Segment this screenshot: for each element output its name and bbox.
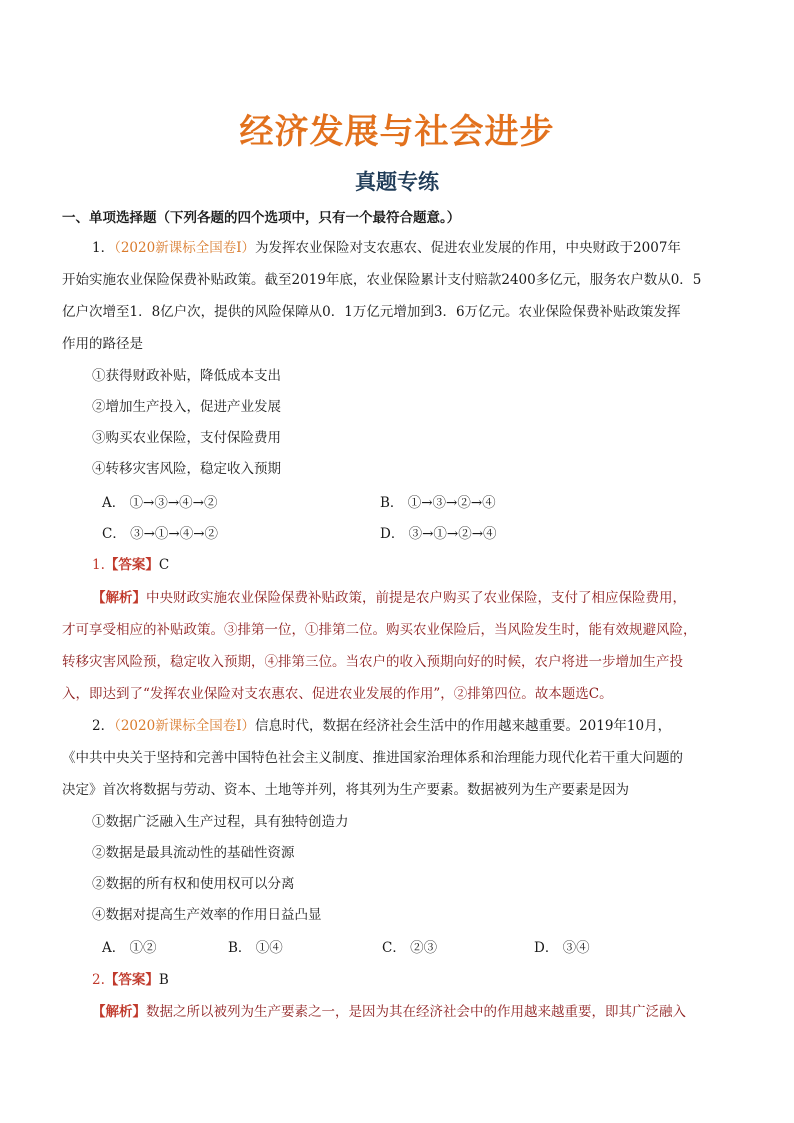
question-1-line-4: 作用的路径是 <box>62 336 143 352</box>
q1-option-a: A． ①→③→④→② <box>102 495 218 511</box>
question-2-line-3: 决定》首次将数据与劳动、资本、土地等并列，将其列为生产要素。数据被列为生产要素是因为 <box>62 782 629 798</box>
document-subtitle: 真题专练 <box>355 170 439 194</box>
question-1-line-3: 亿户次增至1．8亿户次，提供的风险保障从0．1万亿元增加到3．6万亿元。农业保险保费补贴政策发挥 <box>62 304 681 320</box>
q2-item-2: ②数据是最具流动性的基础性资源 <box>92 845 295 861</box>
question-stem: 为发挥农业保险对支农惠农、促进农业发展的作用，中央财政于2007年 <box>255 240 681 256</box>
q2-option-b: B． ①④ <box>228 940 283 956</box>
question-number: 1． <box>92 240 115 256</box>
q1-analysis-line-3: 转移灾害风险预，稳定收入预期，④排第三位。当农户的收入预期向好的时候，农户将进一步增加生产投 <box>62 654 683 670</box>
q1-option-b: B． ①→③→②→④ <box>380 495 496 511</box>
q1-item-4: ④转移灾害风险，稳定收入预期 <box>92 461 281 477</box>
q1-answer <box>92 555 169 575</box>
q2-option-d: D． ③④ <box>534 940 590 956</box>
q2-option-a: A． ①② <box>102 940 157 956</box>
document-title: 经济发展与社会进步 <box>239 112 555 152</box>
q1-analysis-line-1 <box>92 588 686 608</box>
answer-tag: 【答案】 <box>104 557 159 573</box>
analysis-tag: 【解析】 <box>92 1004 146 1020</box>
q1-item-3: ③购买农业保险，支付保险费用 <box>92 430 281 446</box>
answer-value: C <box>158 557 170 573</box>
answer-number: 2. <box>92 972 105 988</box>
analysis-text: 中央财政实施农业保险保费补贴政策，前提是农户购买了农业保险，支付了相应保险费用， <box>146 590 686 606</box>
q2-item-1: ①数据广泛融入生产过程，具有独特创造力 <box>92 814 349 830</box>
q1-item-2: ②增加生产投入，促进产业发展 <box>92 399 281 415</box>
q1-option-d: D． ③→①→②→④ <box>380 526 497 542</box>
answer-value: B <box>158 972 169 988</box>
answer-tag: 【答案】 <box>104 972 159 988</box>
question-1-line-1 <box>92 238 681 258</box>
question-source: （2020新课标全国卷Ⅰ） <box>114 718 256 734</box>
analysis-text: 数据之所以被列为生产要素之一，是因为其在经济社会中的作用越来越重要，即其广泛融入 <box>146 1004 686 1020</box>
q1-analysis-line-4: 入，即达到了“发挥农业保险对支农惠农、促进农业发展的作用”，②排第四位。故本题选C。 <box>62 686 613 702</box>
question-source: （2020新课标全国卷Ⅰ） <box>114 240 256 256</box>
question-1-line-2: 开始实施农业保险保费补贴政策。截至2019年底，农业保险累计支付赔款2400多亿元，服务农户数从0．5 <box>62 272 702 288</box>
section-heading: 一、单项选择题（下列各题的四个选项中，只有一个最符合题意。） <box>62 210 461 226</box>
answer-number: 1. <box>92 557 105 573</box>
q1-analysis-line-2: 才可享受相应的补贴政策。③排第一位，①排第二位。购买农业保险后，当风险发生时，能有效规避风险， <box>62 622 697 638</box>
q2-item-3: ②数据的所有权和使用权可以分离 <box>92 876 295 892</box>
analysis-tag: 【解析】 <box>92 590 146 606</box>
q2-item-4: ④数据对提高生产效率的作用日益凸显 <box>92 907 322 923</box>
question-2-line-1 <box>92 716 671 736</box>
question-number: 2． <box>92 718 115 734</box>
q1-item-1: ①获得财政补贴，降低成本支出 <box>92 368 281 384</box>
question-stem: 信息时代，数据在经济社会生活中的作用越来越重要。2019年10月， <box>255 718 672 734</box>
question-2-line-2: 《中共中央关于坚持和完善中国特色社会主义制度、推进国家治理体系和治理能力现代化若干重大问题的 <box>62 750 683 766</box>
q1-option-c: C． ③→①→④→② <box>102 526 219 542</box>
q2-answer <box>92 970 169 990</box>
q2-option-c: C． ②③ <box>382 940 438 956</box>
q2-analysis-line-1 <box>92 1002 686 1022</box>
